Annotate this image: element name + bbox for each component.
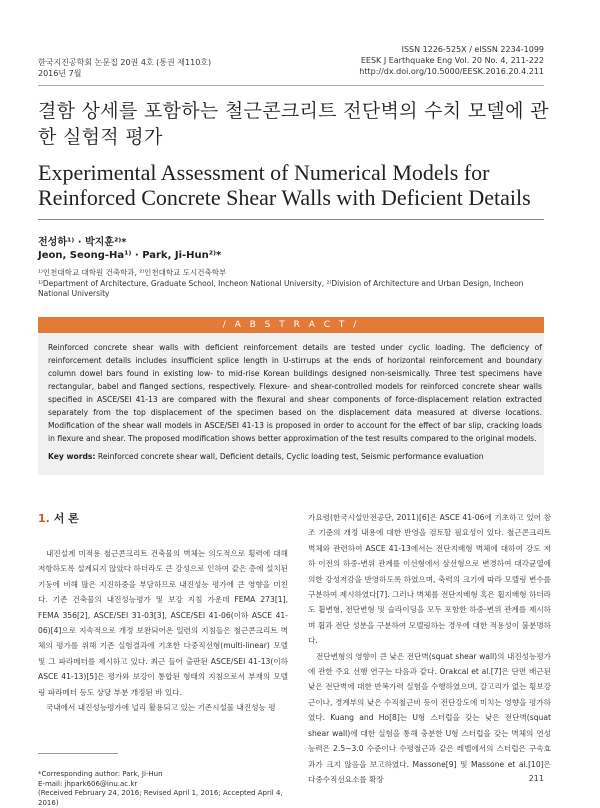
left-column — [38, 510, 288, 715]
author-email[interactable]: E-mail: jhpark606@inu.ac.kr — [38, 779, 138, 788]
journal-header-right — [359, 44, 544, 77]
page-number: 211 — [528, 774, 544, 783]
corresponding-name: Park, Ji-Hun — [122, 770, 163, 778]
body-paragraph: 가요령(한국시설안전공단, 2011)[6]은 ASCE 41-06에 기초하고 있어 참조 기준의 개정 내용에 대한 반영을 검토할 필요성이 있다. 철근콘크리트 벽체와 관련하여 ASCE 41-13에서는 전단지배형 벽체에 대하여 강도 저하 이전의 하중-변위 관계를 이선형에서 삼선형으로 변경하여 대각균열에 의한 강성저감을 반영하도록 하였으며, 축력의 크기에 따라 모델링 변수를 구분하여 제시하였다[7]. 그러나 벽체를 전단지배형 혹은 휨지배형 하더라도 휨변형, 전단변형 및 슬라이딩을 모두 포함한 하중-변위 관계를 제시하며 휨과 전단 성분을 구분하여 모델링하는 경우에 대한 적용성이 불분명하다. — [308, 513, 551, 646]
keywords — [48, 452, 542, 461]
authors-english: Jeon, Seong-Ha¹⁾ · Park, Ji-Hun²⁾* — [38, 250, 222, 261]
title-english: Experimental Assessment of Numerical Models for Reinforced Concrete Shear Walls with Deficient Details — [38, 160, 531, 210]
abstract-heading: / A B S T R A C T / — [38, 317, 544, 333]
footnote — [38, 770, 288, 808]
header-divider — [38, 85, 544, 86]
corresponding-label: *Corresponding author: — [38, 770, 121, 778]
affiliation-english: ¹⁾Department of Architecture, Graduate School, Incheon National University, ²⁾Division of Architecture and Urban Design, Incheon National University — [38, 279, 524, 298]
section-heading — [38, 510, 288, 526]
journal-citation: EESK J Earthquake Eng Vol. 20 No. 4, 211-222 — [360, 56, 544, 65]
title-divider — [38, 219, 544, 220]
body-paragraph: 국내에서 내진성능평가에 널리 활용되고 있는 기존시설물 내진성능 평 — [46, 703, 276, 713]
body-paragraph: 전단변형의 영향이 큰 낮은 전단벽(squat shear wall)의 내진성능평가에 관한 주요 선행 연구는 다음과 같다. Orakcal et al.[7]은 단면 배근된 낮은 전단벽에 대한 반복가력 실험을 수행하였으며, 갈고리가 없는 횡보강근이나, 경계부의 낮은 수직철근비 등이 전단강도에 미치는 영향을 평가하였다. Kuang and Ho[8]는 U형 스터럽을 갖는 낮은 전단벽(squat shear wall)에 대한 실험을 통해 충분한 U형 스터럽을 갖는 벽체의 연성능력은 2.5~3.0 수준이나 수평철근과 같은 레벨에서의 스터럽은 구속효과가 크지 않음을 보고하였다. Massone[9] 및 Massone et al.[10]은 다중수직선요소를 확장 — [308, 651, 551, 784]
keywords-list: Reinforced concrete shear wall, Deficient details, Cyclic loading test, Seismic performance evaluation — [97, 452, 484, 461]
doi-link[interactable]: http://dx.doi.org/10.5000/EESK.2016.20.4.211 — [359, 67, 544, 76]
affiliation-korean: ¹⁾인천대학교 대학원 건축학과, ²⁾인천대학교 도시건축학부 — [38, 268, 227, 277]
section-number: 1. — [38, 512, 50, 525]
section-title: 서 론 — [53, 512, 79, 525]
corresponding-author — [38, 770, 288, 780]
issue-date: 2016년 7월 — [38, 69, 82, 78]
received-dates: (Received February 24, 2016; Revised April 1, 2016; Accepted April 4, 2016) — [38, 789, 283, 807]
body-paragraph: 내진설계 미적용 철근콘크리트 건축물의 벽체는 의도적으로 횡력에 대해 저항하도록 설계되지 않았다 하더라도 큰 강성으로 인하여 같은 층에 설치된 기둥에 비해 많은 지진하중을 부담하므로 내진성능 평가에 큰 영향을 미친다. 기존 건축물의 내진성능평가 및 보강 지침 가운데 FEMA 273[1], FEMA 356[2], ASCE/SEI 31-03[3], ASCE/SEI 41-06(이하 ASCE 41-06)[4]으로 지속적으로 개정 보완되어온 일련의 지침들은 철근콘크리트 벽체의 평가를 위해 기존 실험결과에 기초한 다중직선형(multi-linear) 모델 및 그 파라메터를 제시하고 있다. 최근 들어 출판된 ASCE/SEI 41-13(이하 ASCE 41-13)[5]은 평가와 보강이 통합된 형태의 지침으로서 부재의 모델링 파라메터 등도 상당 부분 개정된 바 있다. — [38, 549, 288, 697]
abstract-text: Reinforced concrete shear walls with deficient reinforcement details are tested under cyclic loading. The deficiency of reinforcement details includes insufficient splice length in U-stirrups at the ends of horizontal reinforcement and boundary column dowel bars found in existing low- to mid-rise Korean buildings designed non-seismically. Three test specimens have rectangular, babel and flanged sections, respectively. Flexure- and shear-controlled models for reinforced concrete shear walls specified in ASCE/SEI 41-13 are compared with the flexural and shear components of force-displacement relation extracted separately from the top displacement of the specimen based on the displacement data measured at diverse locations. Modification of the shear wall models in ASCE/SEI 41-13 is proposed in order to account for the effect of bar slip, cracking loads in flexure and shear. The proposed modification shows better approximation of the test results compared to the original models. — [48, 343, 542, 443]
title-korean: 결함 상세를 포함하는 철근콘크리트 전단벽의 수치 모델에 관한 실험적 평가 — [38, 100, 549, 148]
right-column — [308, 510, 551, 787]
journal-name: 한국지진공학회 논문집 20권 4호 (통권 제110호) — [38, 58, 212, 67]
footnote-divider — [38, 753, 118, 754]
issn: ISSN 1226-525X / eISSN 2234-1099 — [401, 45, 544, 54]
keywords-label: Key words: — [48, 452, 96, 461]
journal-header-left — [38, 57, 211, 79]
authors-korean: 전성하¹⁾ · 박지훈²⁾* — [38, 237, 127, 248]
